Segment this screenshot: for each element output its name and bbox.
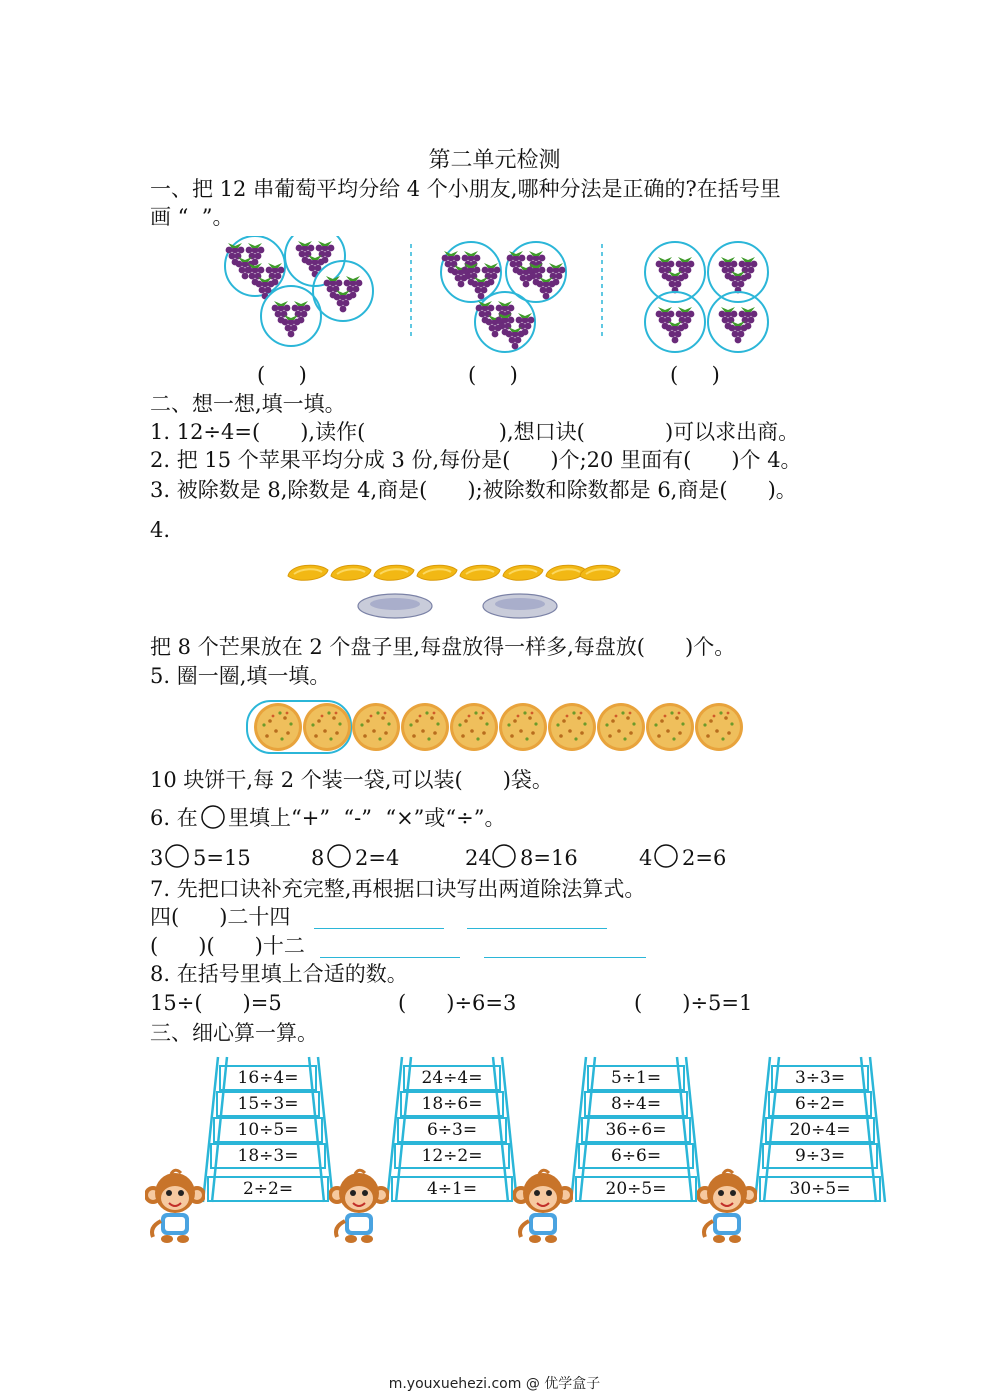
s2-q6-prefix: 6. 在 [150, 806, 198, 830]
s2-q1: 1. 12÷4=( ),读作( ),想口诀( )可以求出商。 [150, 420, 800, 444]
ladder-2-rung-4: 12÷2= [421, 1146, 483, 1166]
ladder-1-rung-2: 15÷3= [237, 1094, 299, 1114]
q6-item-4-left: 4 [639, 846, 653, 870]
circle-blank-icon [199, 803, 227, 831]
ladder-4-rung-5: 30÷5= [789, 1179, 851, 1199]
q6-item-3-circle[interactable] [490, 842, 518, 870]
q6-item-2-right: 2=4 [355, 846, 400, 870]
grape-option-3 [645, 242, 768, 352]
s2-header: 二、想一想,填一填。 [150, 392, 346, 416]
ladder-1-rung-5: 2÷2= [242, 1179, 294, 1199]
q7-line2-blank-1[interactable] [320, 957, 460, 958]
q7-line1-blank-1[interactable] [314, 928, 444, 929]
s2-q8-header: 8. 在括号里填上合适的数。 [150, 962, 408, 986]
ladder-3-rung-3: 36÷6= [605, 1120, 667, 1140]
s2-q7-header: 7. 先把口诀补充完整,再根据口诀写出两道除法算式。 [150, 877, 646, 901]
ladder-2-rung-2: 18÷6= [421, 1094, 483, 1114]
page-title: 第二单元检测 [428, 148, 561, 173]
ladder-3-rung-2: 8÷4= [610, 1094, 662, 1114]
ladder-1-rung-3: 10÷5= [237, 1120, 299, 1140]
s1-answer-3[interactable]: ( ) [670, 363, 720, 387]
s3-header: 三、细心算一算。 [150, 1021, 318, 1045]
footer-watermark: m.youxuehezi.com @ 优学盒子 [388, 1376, 601, 1392]
q6-item-1-left: 3 [150, 846, 164, 870]
ladder-4-rung-2: 6÷2= [794, 1094, 846, 1114]
s1-answer-1[interactable]: ( ) [257, 363, 307, 387]
grape-option-1 [225, 236, 373, 346]
q6-item-2-left: 8 [311, 846, 325, 870]
s2-q7-line2: ( )( )十二 [150, 934, 305, 958]
s2-q5-text: 10 块饼干,每 2 个装一袋,可以装( )袋。 [150, 768, 553, 792]
s2-q2: 2. 把 15 个苹果平均分成 3 份,每份是( )个;20 里面有( )个 4。 [150, 448, 802, 472]
monkey-icon [145, 1165, 205, 1245]
s2-q7-line1: 四( )二十四 [150, 905, 291, 929]
grape-division-options [215, 236, 785, 354]
s2-q3: 3. 被除数是 8,除数是 4,商是( );被除数和除数都是 6,商是( )。 [150, 478, 797, 502]
ladder-4-rung-1: 3÷3= [794, 1068, 846, 1088]
ladder-3-rung-4: 6÷6= [610, 1146, 662, 1166]
ladder-1-rung-1: 16÷4= [237, 1068, 299, 1088]
s2-q6-suffix: 里填上“+” “-” “×”或“÷”。 [228, 806, 506, 830]
s2-q4-number: 4. [150, 518, 171, 542]
biscuits-picture [245, 698, 750, 758]
q8-item-3: ( )÷5=1 [634, 991, 753, 1015]
s1-answer-2[interactable]: ( ) [468, 363, 518, 387]
q7-line2-blank-2[interactable] [484, 957, 646, 958]
q6-item-2-circle[interactable] [325, 842, 353, 870]
q6-item-3-right: 8=16 [520, 846, 578, 870]
monkey-icon [513, 1165, 573, 1245]
ladder-1-rung-4: 18÷3= [237, 1146, 299, 1166]
q6-item-3-left: 24 [465, 846, 492, 870]
ladder-3-rung-5: 20÷5= [605, 1179, 667, 1199]
q6-item-1-circle[interactable] [163, 842, 191, 870]
s2-q4-text: 把 8 个芒果放在 2 个盘子里,每盘放得一样多,每盘放( )个。 [150, 635, 736, 659]
s2-q5-header: 5. 圈一圈,填一填。 [150, 664, 331, 688]
ladder-4-rung-3: 20÷4= [789, 1120, 851, 1140]
ladder-3-rung-1: 5÷1= [610, 1068, 662, 1088]
s1-question-line2: 画 “ ”。 [150, 205, 234, 229]
s1-question-line1: 一、把 12 串葡萄平均分给 4 个小朋友,哪种分法是正确的?在括号里 [150, 177, 781, 201]
ladder-2-rung-3: 6÷3= [426, 1120, 478, 1140]
q6-item-4-right: 2=6 [682, 846, 727, 870]
monkey-icon [329, 1165, 389, 1245]
grape-option-2 [441, 242, 566, 352]
ladder-2-rung-1: 24÷4= [421, 1068, 483, 1088]
q6-item-1-right: 5=15 [193, 846, 251, 870]
q7-line1-blank-2[interactable] [467, 928, 607, 929]
monkey-icon [697, 1165, 757, 1245]
q8-item-1: 15÷( )=5 [150, 991, 282, 1015]
q6-item-4-circle[interactable] [652, 842, 680, 870]
ladder-2-rung-5: 4÷1= [426, 1179, 478, 1199]
ladder-4-rung-4: 9÷3= [794, 1146, 846, 1166]
q8-item-2: ( )÷6=3 [398, 991, 517, 1015]
mango-plates-picture [280, 556, 630, 624]
